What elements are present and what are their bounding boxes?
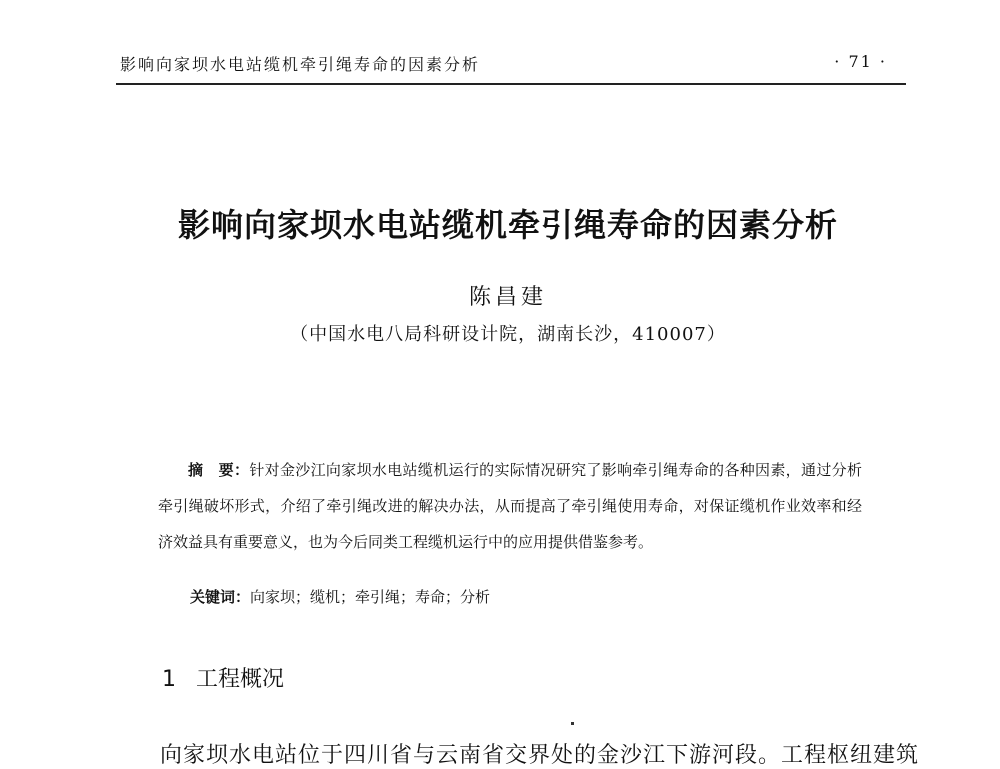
header-rule <box>116 83 906 85</box>
section-title: 工程概况 <box>196 667 285 692</box>
running-header <box>120 52 905 80</box>
scan-speck <box>571 722 574 725</box>
keywords <box>190 586 490 607</box>
keywords-text: 向家坝；缆机；牵引绳；寿命；分析 <box>250 588 491 606</box>
section-number: 1 <box>162 667 176 692</box>
author-affiliation: （中国水电八局科研设计院，湖南长沙，410007） <box>290 324 726 345</box>
section-heading <box>162 662 284 693</box>
paper-title: 影响向家坝水电站缆机牵引绳寿命的因素分析 <box>177 206 838 244</box>
abstract <box>158 452 862 560</box>
page-number: · 71 · <box>834 52 887 71</box>
author-name: 陈昌建 <box>468 285 547 310</box>
abstract-label: 摘 要： <box>188 461 250 479</box>
running-title: 影响向家坝水电站缆机牵引绳寿命的因素分析 <box>120 55 481 74</box>
abstract-text: 针对金沙江向家坝水电站缆机运行的实际情况研究了影响牵引绳寿命的各种因素，通过分析牵引绳破坏形式，介绍了牵引绳改进的解决办法，从而提高了牵引绳使用寿命，对保证缆机作业效率和经济效益具有重要意义，也为今后同类工程缆机运行中的应用提供借鉴参考。 <box>158 461 862 551</box>
body-paragraph-first-line: 向家坝水电站位于四川省与云南省交界处的金沙江下游河段。工程枢纽建筑 <box>160 743 920 768</box>
keywords-label: 关键词： <box>190 588 251 606</box>
